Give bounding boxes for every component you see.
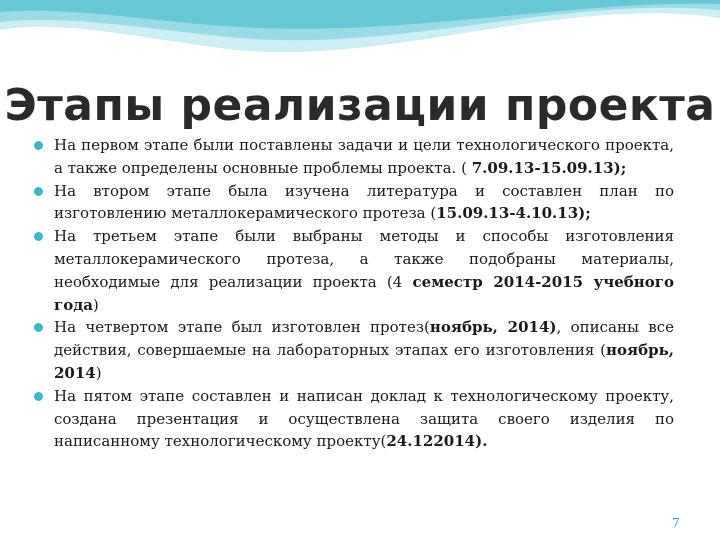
bullet-text: На третьем этапе были выбраны методы и способы изготовления металлокерамического протеза, а также подобраны материалы, необходимые для реализации проекта (4 — [54, 227, 674, 291]
bullet-dot-icon — [34, 232, 43, 241]
bullet-text: ) — [92, 295, 99, 314]
bullet-text-bold: ноябрь, 2014 — [54, 341, 674, 382]
bullet-text: На пятом этапе составлен и написан доклад к технологическому проекту, создана презентация и осуществлена защита своего изделия по написанному технологическому проекту( — [54, 386, 674, 451]
bullet-text-bold: 7.09.13-15.09.13); — [471, 158, 627, 177]
bullet-dot-icon — [34, 392, 43, 401]
bullet-item — [34, 180, 674, 226]
bullet-text-bold: семестр 2014-2015 учебного года — [54, 272, 674, 314]
page-number: 7 — [672, 516, 680, 530]
bullet-dot-icon — [34, 187, 43, 196]
bullet-text: На четвертом этапе был изготовлен протез( — [54, 318, 430, 337]
bullet-item — [34, 316, 674, 384]
bullet-list — [34, 134, 674, 453]
bullet-item — [34, 385, 674, 453]
bullet-text-bold: ноябрь, 2014) — [429, 318, 557, 337]
bullet-text-bold: 15.09.13-4.10.13); — [436, 204, 591, 223]
bullet-dot-icon — [34, 141, 43, 150]
bullet-text: На втором этапе была изучена литература и составлен план по изготовлению металлокерамического протеза ( — [54, 181, 674, 223]
slide-title: Этапы реализации проекта — [4, 80, 716, 131]
bullet-text-bold: 24.122014). — [386, 432, 488, 451]
bullet-dot-icon — [34, 323, 43, 332]
bullet-text: , описаны все действия, совершаемые на лабораторных этапах его изготовления ( — [54, 318, 674, 360]
bullet-item — [34, 134, 674, 180]
bullet-text: ) — [95, 363, 102, 382]
bullet-item — [34, 225, 674, 316]
bullet-text: На первом этапе были поставлены задачи и цели технологического проекта, а также определены основные проблемы проекта. ( — [54, 136, 674, 177]
header-wave-decoration — [0, 0, 720, 90]
